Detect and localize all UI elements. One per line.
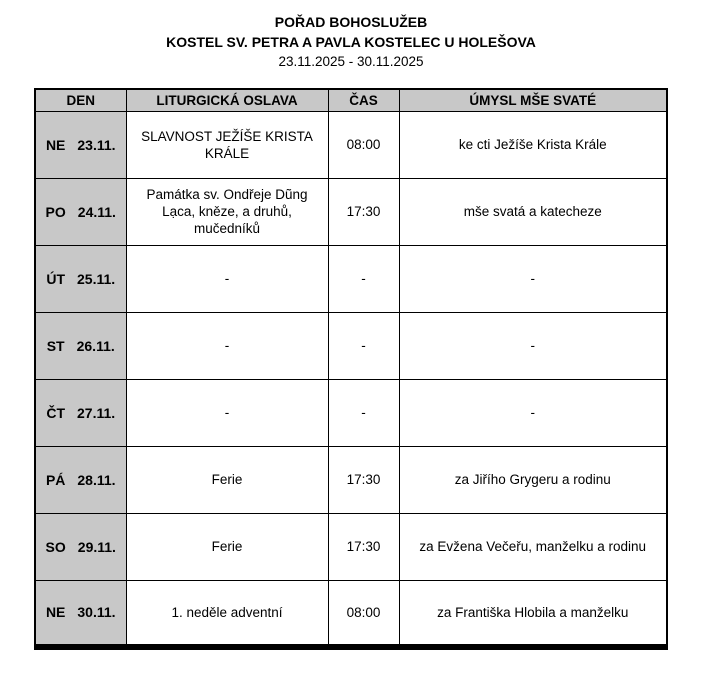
time-cell: 08:00: [328, 111, 399, 178]
table-row: [35, 111, 667, 178]
intention-cell: ke cti Ježíše Krista Krále: [399, 111, 667, 178]
day-date: 24.11.: [77, 203, 116, 220]
table-row: [35, 379, 667, 446]
day-cell: [35, 245, 126, 312]
day-date: 29.11.: [77, 538, 116, 555]
celebration-cell: -: [126, 312, 328, 379]
time-cell: -: [328, 312, 399, 379]
intention-cell: -: [399, 379, 667, 446]
day-abbrev: NE: [45, 136, 66, 153]
time-cell: 17:30: [328, 178, 399, 245]
table-row: [35, 580, 667, 647]
day-abbrev: SO: [45, 538, 66, 555]
celebration-cell: -: [126, 245, 328, 312]
page-title: POŘAD BOHOSLUŽEB: [274, 14, 428, 30]
time-cell: -: [328, 379, 399, 446]
time-cell: 17:30: [328, 513, 399, 580]
day-cell: [35, 580, 126, 647]
day-cell: [35, 513, 126, 580]
intention-cell: -: [399, 312, 667, 379]
time-cell: -: [328, 245, 399, 312]
table-row: [35, 245, 667, 312]
intention-cell: za Jiřího Grygeru a rodinu: [399, 446, 667, 513]
intention-cell: mše svatá a katecheze: [399, 178, 667, 245]
day-date: 27.11.: [77, 404, 116, 421]
day-abbrev: NE: [45, 604, 66, 621]
day-date: 28.11.: [77, 471, 116, 488]
table-row: [35, 312, 667, 379]
day-date: 30.11.: [77, 604, 116, 621]
day-date: 23.11.: [77, 136, 116, 153]
day-abbrev: PO: [45, 203, 66, 220]
day-abbrev: ST: [46, 337, 65, 354]
celebration-cell: Památka sv. Ondřeje Dũng Lạca, kněze, a druhů, mučedníků: [126, 178, 328, 245]
intention-cell: -: [399, 245, 667, 312]
day-abbrev: PÁ: [45, 471, 66, 488]
celebration-cell: 1. neděle adventní: [126, 580, 328, 647]
time-cell: 17:30: [328, 446, 399, 513]
church-name: KOSTEL SV. PETRA A PAVLA KOSTELEC U HOLEŠOVA: [166, 34, 536, 50]
intention-cell: za Františka Hlobila a manželku: [399, 580, 667, 647]
day-date: 25.11.: [77, 270, 116, 287]
celebration-cell: Ferie: [126, 513, 328, 580]
schedule-table: [34, 88, 668, 650]
document-header: [0, 12, 702, 72]
day-cell: [35, 312, 126, 379]
table-header-row: [35, 89, 667, 111]
celebration-cell: Ferie: [126, 446, 328, 513]
celebration-cell: -: [126, 379, 328, 446]
day-abbrev: ÚT: [46, 270, 65, 287]
table-row: [35, 513, 667, 580]
column-header-den: DEN: [35, 89, 126, 111]
day-cell: [35, 178, 126, 245]
day-cell: [35, 446, 126, 513]
table-row: [35, 446, 667, 513]
table-row: [35, 178, 667, 245]
celebration-cell: SLAVNOST JEŽÍŠE KRISTA KRÁLE: [126, 111, 328, 178]
column-header-cas: ČAS: [328, 89, 399, 111]
date-range: 23.11.2025 - 30.11.2025: [278, 54, 424, 69]
column-header-umysl: ÚMYSL MŠE SVATÉ: [399, 89, 667, 111]
day-cell: [35, 379, 126, 446]
day-abbrev: ČT: [46, 404, 65, 421]
time-cell: 08:00: [328, 580, 399, 647]
day-date: 26.11.: [76, 337, 115, 354]
column-header-liturgicka-oslava: LITURGICKÁ OSLAVA: [126, 89, 328, 111]
day-cell: [35, 111, 126, 178]
intention-cell: za Evžena Večeřu, manželku a rodinu: [399, 513, 667, 580]
